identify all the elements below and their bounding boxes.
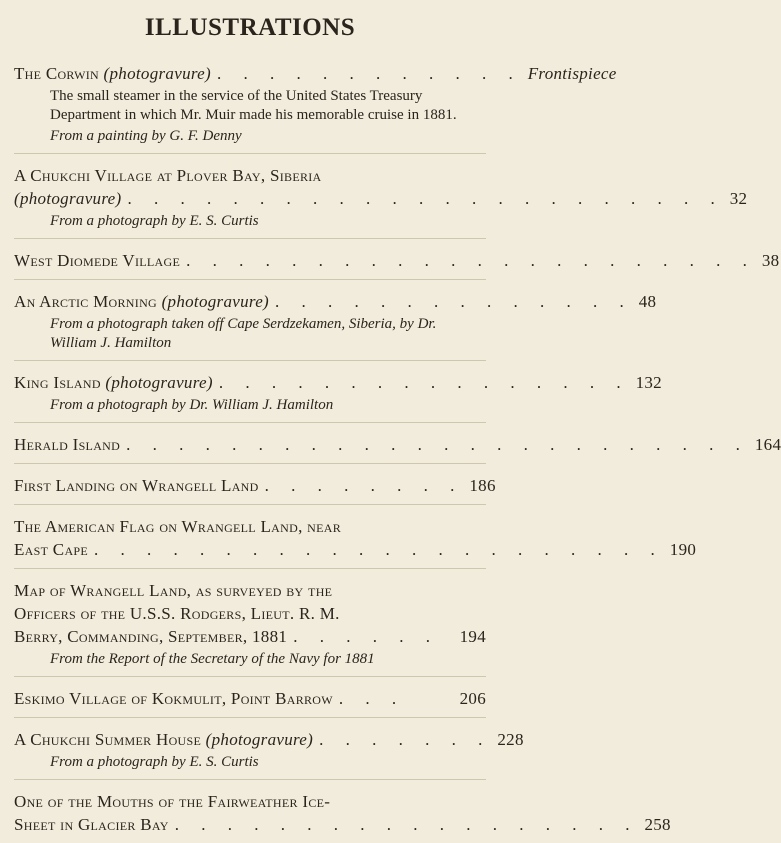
- entry-credit: From a photograph by E. S. Curtis: [50, 754, 259, 770]
- entry-page: Frontispiece: [527, 64, 617, 83]
- entry-medium: (photogravure): [105, 373, 213, 392]
- leader-dots: . . . . . . . . . . . . . . . . . . . . . .: [186, 251, 756, 270]
- illustration-entry: [14, 717, 524, 779]
- entry-medium: (photogravure): [14, 189, 122, 208]
- entry-title-line: [14, 433, 781, 456]
- entry-title-line1: The American Flag on Wrangell Land, near: [14, 517, 342, 536]
- entry-medium: (photogravure): [103, 64, 211, 83]
- entry-title-line1: Map of Wrangell Land, as surveyed by the: [14, 581, 333, 600]
- entry-page: 258: [644, 815, 671, 834]
- entry-title-line: [14, 62, 617, 85]
- illustration-entry: [14, 52, 617, 153]
- entry-page: 38: [761, 251, 780, 270]
- entry-page: 32: [729, 189, 748, 208]
- entry-title-line1: One of the Mouths of the Fairweather Ice-: [14, 792, 331, 811]
- entry-title-line: [14, 687, 486, 710]
- entry-page: 194: [459, 627, 486, 646]
- illustration-entry: [14, 676, 486, 717]
- entry-title-line2: Sheet in Glacier Bay: [14, 815, 169, 834]
- illustration-entry: [14, 238, 780, 279]
- leader-dots: . . . . . . . . . . . . . . . . . . . . . . . .: [126, 435, 749, 454]
- illustration-entry: [14, 504, 697, 568]
- illustration-entry: [14, 779, 671, 843]
- entry-medium: (photogravure): [205, 730, 314, 749]
- leader-dots: . . . . . . . . . . . . . . . .: [218, 373, 630, 392]
- leader-dots: . . . . . . . . . . . . . .: [275, 292, 633, 311]
- illustration-entry: [14, 568, 486, 676]
- leader-dots: . . . . . . . . . . . .: [216, 64, 522, 83]
- illustration-entry: [14, 153, 748, 238]
- illustration-entry: [14, 360, 662, 422]
- leader-dots: . . . . . .: [293, 627, 439, 646]
- illustration-entry: [14, 279, 657, 360]
- leader-dots: . . . . . . . . . . . . . . . . . . . . . . .: [127, 189, 724, 208]
- entry-credit: From a painting by G. F. Denny: [50, 128, 242, 144]
- entry-title-line: [14, 538, 697, 561]
- entry-medium: (photogravure): [161, 292, 269, 311]
- entry-page: 190: [669, 540, 697, 559]
- entry-description: The small steamer in the service of the United States Treasury Department in which Mr. Muir made his memorable cruise in 1881.: [50, 88, 457, 123]
- entry-page: 206: [459, 689, 486, 708]
- entry-title-line: [14, 249, 780, 272]
- entry-credit: From a photograph by Dr. William J. Hamilton: [50, 397, 334, 413]
- entry-credit: From a photograph taken off Cape Serdzekamen, Siberia, by Dr. William J. Hamilton: [50, 316, 437, 351]
- entry-title-line3: Berry, Commanding, September, 1881: [14, 627, 288, 646]
- entry-title: First Landing on Wrangell Land: [14, 476, 259, 495]
- entry-title: King Island: [14, 373, 101, 392]
- entry-title-line: [14, 813, 671, 836]
- leader-dots: . . . . . . . . . . . . . . . . . .: [174, 815, 639, 834]
- entry-page: 132: [635, 373, 662, 392]
- leader-dots: . . . . . . .: [319, 730, 492, 749]
- illustration-entry: [14, 422, 781, 463]
- entry-page: 48: [638, 292, 657, 311]
- entry-page: 228: [497, 730, 524, 749]
- entry-title: The Corwin: [14, 64, 99, 83]
- entry-page: 164: [754, 435, 781, 454]
- entry-title-line: [14, 728, 524, 751]
- leader-dots: . . . . . . . . . . . . . . . . . . . . . .: [94, 540, 664, 559]
- entry-title-line2: Officers of the U.S.S. Rodgers, Lieut. R. M.: [14, 604, 340, 623]
- leader-dots: . . . . . . . .: [264, 476, 464, 495]
- entry-title: Eskimo Village of Kokmulit, Point Barrow: [14, 689, 333, 708]
- illustration-entry: [14, 463, 496, 504]
- entry-title-line: [14, 625, 486, 648]
- leader-dots: . . .: [338, 689, 406, 708]
- entry-credit: From the Report of the Secretary of the Navy for 1881: [50, 651, 375, 667]
- entry-title-line: [14, 187, 748, 210]
- entry-title-line: [14, 290, 657, 313]
- entry-title: West Diomede Village: [14, 251, 181, 270]
- entry-title-line: [14, 371, 662, 394]
- entry-title: Herald Island: [14, 435, 121, 454]
- page-heading: ILLUSTRATIONS: [144, 14, 356, 41]
- entry-credit: From a photograph by E. S. Curtis: [50, 213, 259, 229]
- entry-title: A Chukchi Summer House: [14, 730, 202, 749]
- entry-title: An Arctic Morning: [14, 292, 157, 311]
- entry-page: 186: [469, 476, 496, 495]
- entry-title-line: [14, 474, 496, 497]
- entry-title: A Chukchi Village at Plover Bay, Siberia: [14, 166, 322, 185]
- entry-title-line2: East Cape: [14, 540, 89, 559]
